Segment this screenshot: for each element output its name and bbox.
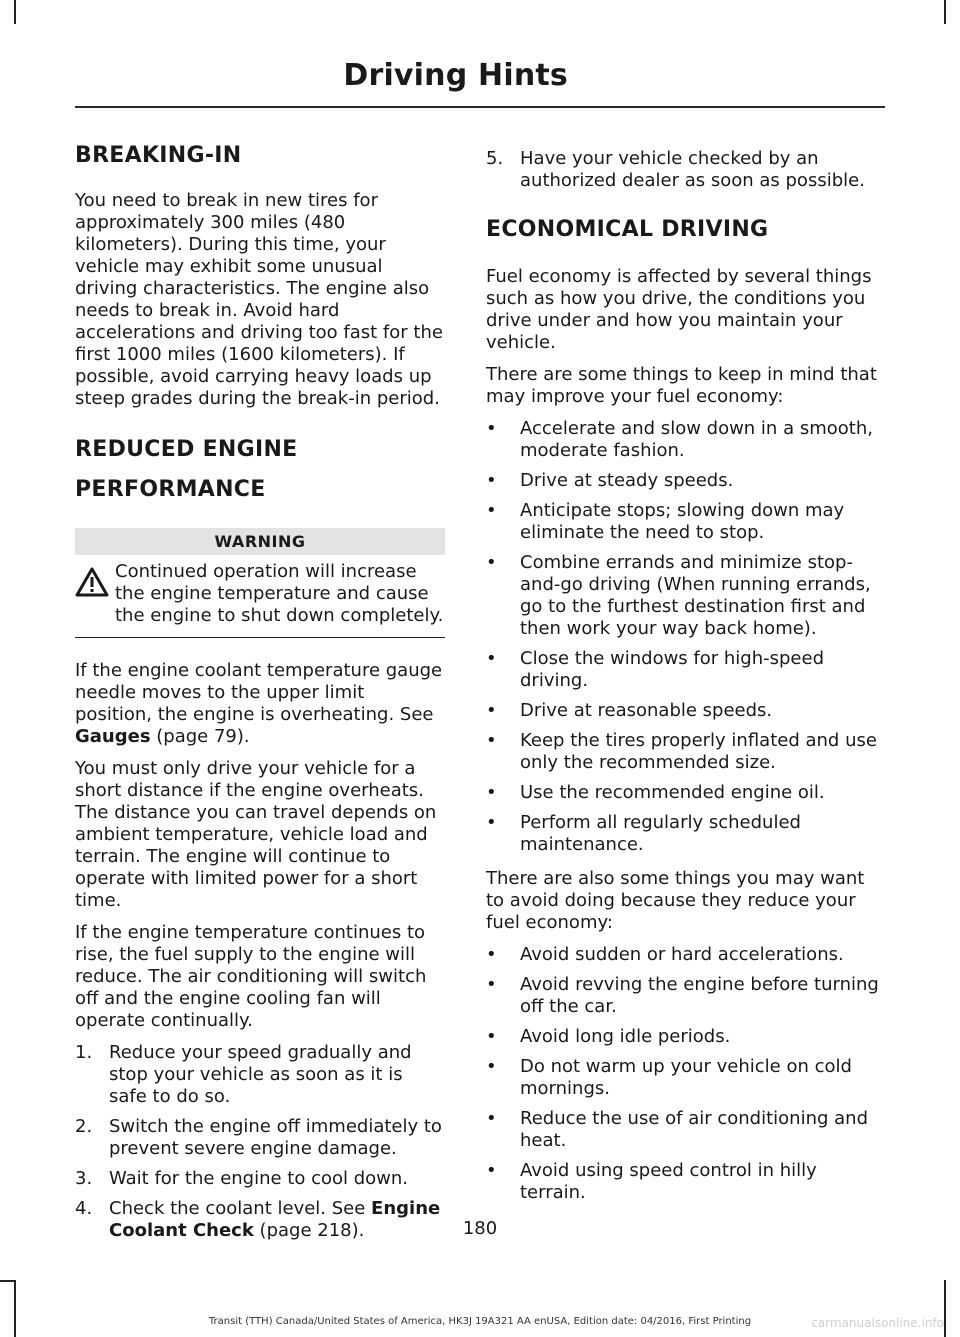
list-item: • Avoid revving the engine before turning off the car. bbox=[486, 974, 879, 1017]
crop-mark-bottom-right bbox=[944, 1280, 946, 1337]
warning-text: Continued operation will increase the engine temperature and cause the engine to shut down completely. bbox=[115, 561, 444, 626]
list-item: 5. Have your vehicle checked by an authorized dealer as soon as possible. bbox=[486, 148, 865, 191]
list-item: • Avoid using speed control in hilly terrain. bbox=[486, 1160, 817, 1203]
economical-driving-heading: ECONOMICAL DRIVING bbox=[486, 217, 769, 242]
breaking-in-body: You need to break in new tires for approximately 300 miles (480 kilometers). During this time, your vehicle may exhibit some unusual driving characteristics. The engine also needs to break in. Avoid hard accelerations and driving too fast for the first 1000 miles (1600 kilometers). If possible, avoid carrying heavy loads up steep grades during the break-in period. bbox=[75, 190, 443, 409]
list-item: 4. Check the coolant level. See Engine Coolant Check (page 218). bbox=[75, 1198, 441, 1241]
warning-label: WARNING bbox=[75, 528, 445, 555]
right-column bbox=[486, 148, 882, 1216]
list-item: • Keep the tires properly inflated and use only the recommended size. bbox=[486, 730, 877, 773]
gauges-link[interactable]: Gauges bbox=[75, 726, 151, 747]
reduced-engine-heading-line2: PERFORMANCE bbox=[75, 477, 266, 502]
temperature-rise-paragraph: If the engine temperature continues to rise, the fuel supply to the engine will reduce. The air conditioning will switch off and the engine cooling fan will operate continually. bbox=[75, 922, 427, 1031]
list-item: • Drive at steady speeds. bbox=[486, 470, 734, 491]
list-item: • Anticipate stops; slowing down may eliminate the need to stop. bbox=[486, 500, 845, 543]
fuel-economy-paragraph: Fuel economy is affected by several things such as how you drive, the conditions you drive under and how you maintain your vehicle. bbox=[486, 266, 872, 353]
warning-box bbox=[75, 561, 445, 638]
list-item: • Drive at reasonable speeds. bbox=[486, 700, 773, 721]
list-item: • Combine errands and minimize stop-and-go driving (When running errands, go to the furthest destination first and then work your way back home). bbox=[486, 552, 871, 639]
breaking-in-heading: BREAKING-IN bbox=[75, 143, 242, 168]
avoid-intro-paragraph: There are also some things you may want to avoid doing because they reduce your fuel economy: bbox=[486, 868, 865, 933]
list-item: • Avoid sudden or hard accelerations. bbox=[486, 944, 844, 965]
list-item: • Avoid long idle periods. bbox=[486, 1026, 731, 1047]
overheat-page-ref: (page 79). bbox=[150, 726, 250, 747]
left-column bbox=[75, 140, 445, 1254]
list-item: 1. Reduce your speed gradually and stop your vehicle as soon as it is safe to do so. bbox=[75, 1042, 412, 1107]
overheat-steps-list bbox=[75, 1042, 445, 1242]
warning-triangle-icon bbox=[75, 567, 109, 597]
crop-mark-bottom-left-h bbox=[0, 1280, 14, 1282]
improve-intro-paragraph: There are some things to keep in mind that may improve your fuel economy: bbox=[486, 364, 877, 407]
crop-mark-top-left bbox=[14, 0, 16, 24]
crop-mark-bottom-left bbox=[14, 1280, 16, 1337]
list-item: • Perform all regularly scheduled maintenance. bbox=[486, 812, 801, 855]
improve-list bbox=[486, 418, 882, 856]
page-number: 180 bbox=[462, 1218, 498, 1239]
list-item: 3. Wait for the engine to cool down. bbox=[75, 1168, 409, 1189]
list-item: • Accelerate and slow down in a smooth, moderate fashion. bbox=[486, 418, 873, 461]
crop-mark-top-right bbox=[944, 0, 946, 24]
list-item: • Reduce the use of air conditioning and heat. bbox=[486, 1108, 869, 1151]
reduced-engine-heading bbox=[75, 434, 445, 506]
header-rule bbox=[75, 106, 885, 108]
short-distance-paragraph: You must only drive your vehicle for a short distance if the engine overheats. The distance you can travel depends on ambient temperature, vehicle load and terrain. The engine will continue to operate with limited power for a short time. bbox=[75, 758, 437, 911]
overheat-text: If the engine coolant temperature gauge needle moves to the upper limit position, the engine is overheating. See bbox=[75, 660, 443, 725]
list-item: 2. Switch the engine off immediately to prevent severe engine damage. bbox=[75, 1116, 442, 1159]
overheat-paragraph bbox=[75, 660, 445, 748]
page-header-title: Driving Hints bbox=[343, 58, 568, 93]
footer-edition-info: Transit (TTH) Canada/United States of America, HK3J 19A321 AA enUSA, Edition date: 04/2016, First Printing bbox=[208, 1316, 752, 1327]
list-item: • Close the windows for high-speed driving. bbox=[486, 648, 824, 691]
list-item: • Do not warm up your vehicle on cold mornings. bbox=[486, 1056, 852, 1099]
list-item: • Use the recommended engine oil. bbox=[486, 782, 825, 803]
avoid-list bbox=[486, 944, 882, 1204]
overheat-steps-continued bbox=[486, 148, 882, 192]
watermark-text: carmanualsonline.info bbox=[811, 1316, 944, 1330]
reduced-engine-heading-line1: REDUCED ENGINE bbox=[75, 437, 298, 462]
engine-coolant-check-link[interactable]: Engine Coolant Check bbox=[109, 1198, 441, 1241]
